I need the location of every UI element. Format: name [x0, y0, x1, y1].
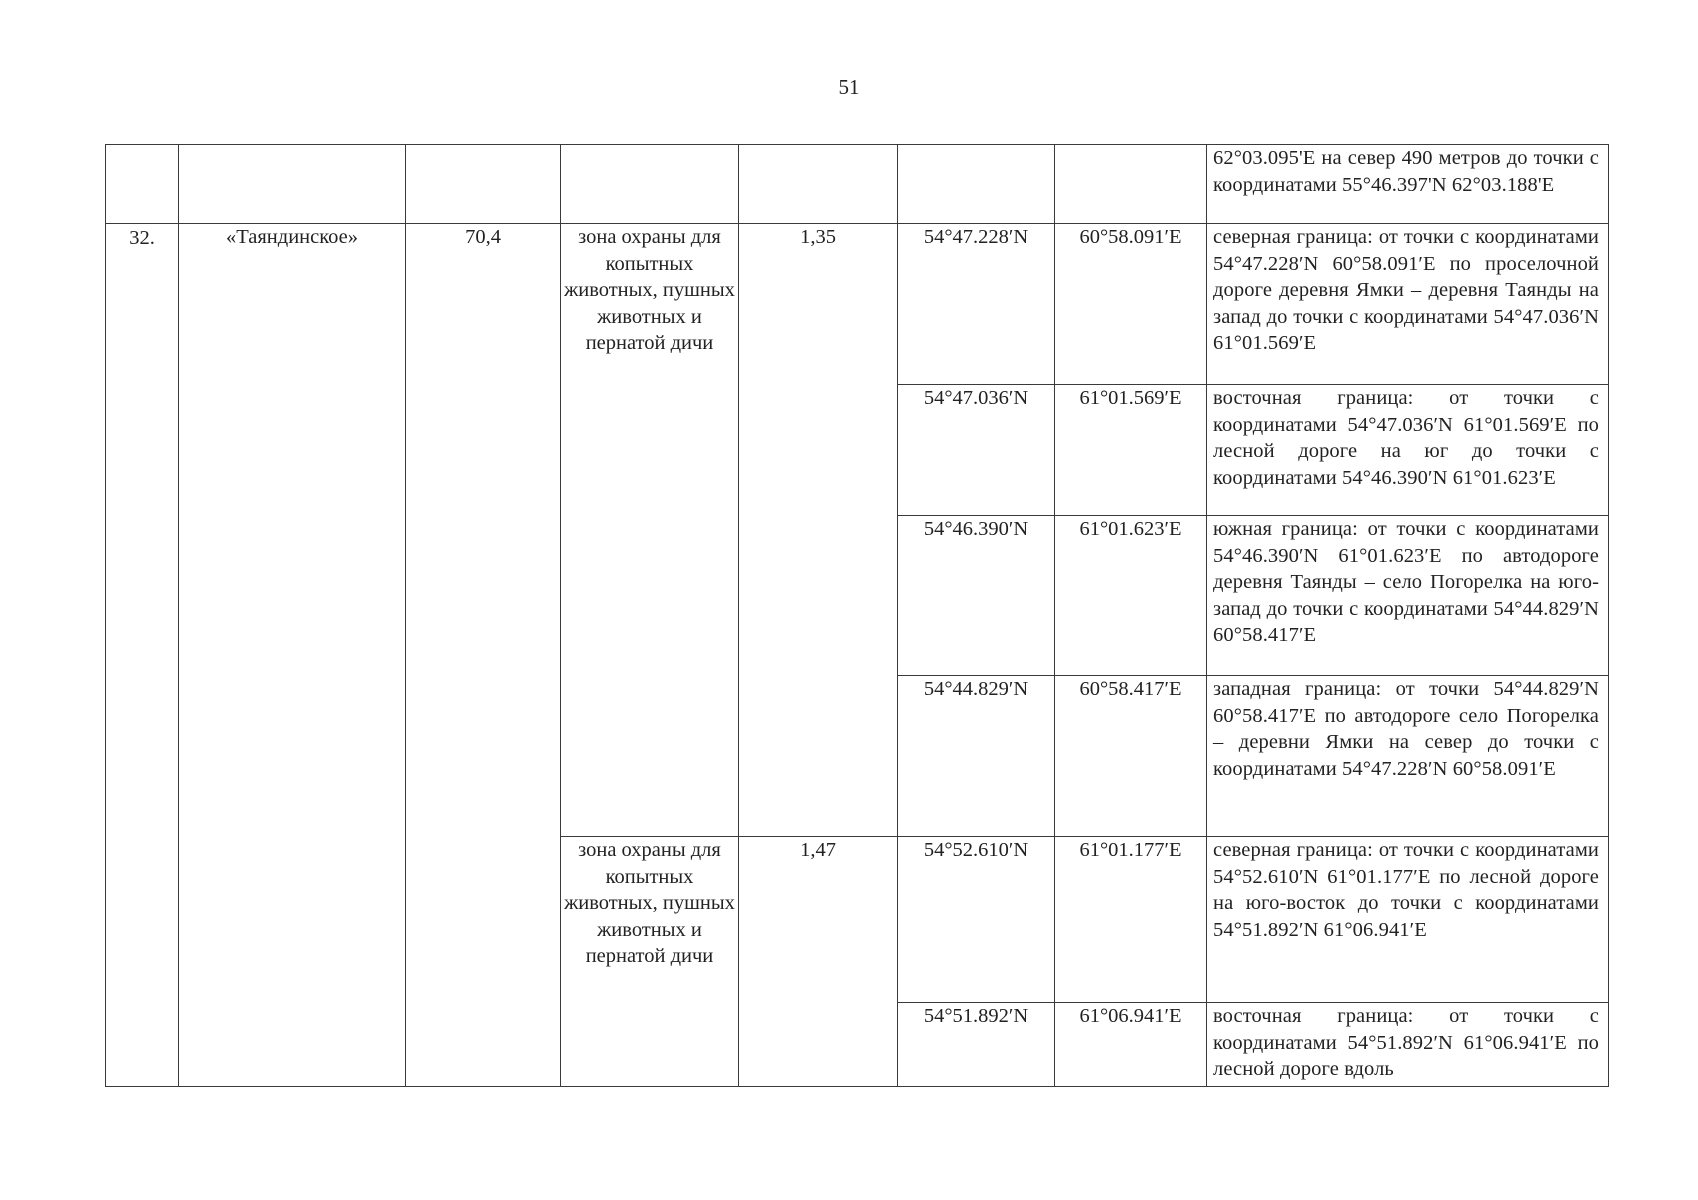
point-longitude: 61°01.177′E: [1055, 837, 1207, 1003]
boundary-description: западная граница: от точки 54°44.829′N 60°58.417′E по автодороге село Погорелка – деревни Ямки на север до точки с координатами 54°47.228′N 60°58.091′E: [1207, 676, 1609, 837]
boundary-description: восточная граница: от точки с координатами 54°51.892′N 61°06.941′E по лесной дороге вдоль: [1207, 1003, 1609, 1087]
entry-number: 32.: [106, 224, 179, 1087]
boundary-description: северная граница: от точки с координатами 54°52.610′N 61°01.177′E по лесной дороге на юго-восток до точки с координатами 54°51.892′N 61°06.941′E: [1207, 837, 1609, 1003]
boundary-description: восточная граница: от точки с координатами 54°47.036′N 61°01.569′E по лесной дороге на юг до точки с координатами 54°46.390′N 61°01.623′E: [1207, 385, 1609, 516]
entry-name: «Таяндинское»: [179, 224, 406, 1087]
cell-empty: [406, 145, 561, 224]
hunting-grounds-table: [105, 144, 1609, 1087]
table-row: [106, 224, 1609, 385]
point-longitude: 61°06.941′E: [1055, 1003, 1207, 1087]
cell-empty: [1055, 145, 1207, 224]
point-longitude: 61°01.569′E: [1055, 385, 1207, 516]
point-latitude: 54°52.610′N: [898, 837, 1055, 1003]
point-latitude: 54°51.892′N: [898, 1003, 1055, 1087]
point-longitude: 60°58.417′E: [1055, 676, 1207, 837]
cell-empty: [179, 145, 406, 224]
boundary-description: северная граница: от точки с координатами 54°47.228′N 60°58.091′E по проселочной дороге деревня Ямки – деревня Таянды на запад до точки с координатами 54°47.036′N 61°01.569′E: [1207, 224, 1609, 385]
page-number: 51: [838, 75, 860, 99]
point-latitude: 54°44.829′N: [898, 676, 1055, 837]
zone-area: 1,47: [739, 837, 898, 1087]
cell-empty: [106, 145, 179, 224]
zone-name: зона охраны для копытных животных, пушных животных и пернатой дичи: [561, 224, 739, 837]
point-longitude: 61°01.623′E: [1055, 516, 1207, 676]
point-latitude: 54°46.390′N: [898, 516, 1055, 676]
cell-empty: [898, 145, 1055, 224]
zone-name: зона охраны для копытных животных, пушных животных и пернатой дичи: [561, 837, 739, 1087]
point-latitude: 54°47.228′N: [898, 224, 1055, 385]
zone-area: 1,35: [739, 224, 898, 837]
point-longitude: 60°58.091′E: [1055, 224, 1207, 385]
entry-area: 70,4: [406, 224, 561, 1087]
boundary-description: южная граница: от точки с координатами 54°46.390′N 61°01.623′E по автодороге деревня Таянды – село Погорелка на юго-запад до точки с координатами 54°44.829′N 60°58.417′E: [1207, 516, 1609, 676]
cell-empty: [561, 145, 739, 224]
continuation-row: [106, 145, 1609, 224]
point-latitude: 54°47.036′N: [898, 385, 1055, 516]
cell-empty: [739, 145, 898, 224]
boundary-description: 62°03.095'E на север 490 метров до точки с координатами 55°46.397'N 62°03.188'E: [1207, 145, 1609, 224]
